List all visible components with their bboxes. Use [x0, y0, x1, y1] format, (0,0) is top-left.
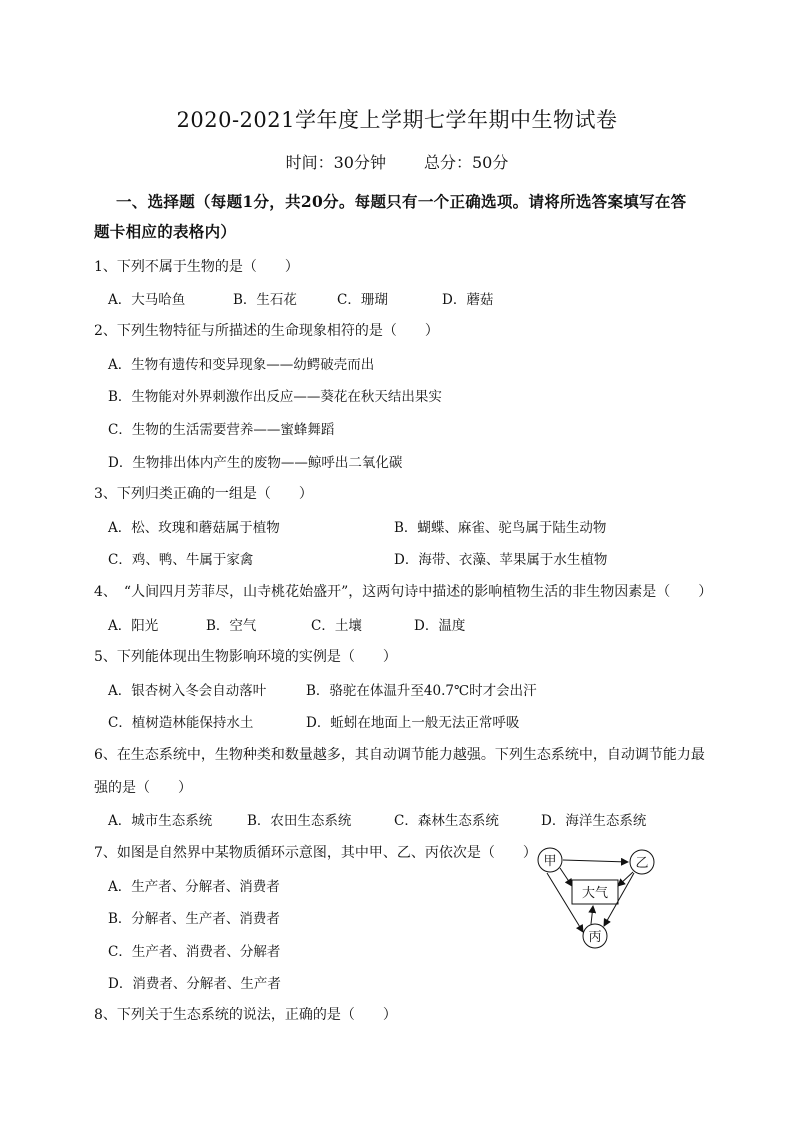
question-3-stem: 3、下列归类正确的一组是（ ） [94, 486, 313, 502]
label-bing: 丙 [588, 930, 602, 945]
q2-option-a: A．生物有遗传和变异现象——幼鳄破壳而出 [108, 357, 375, 373]
q7-option-c: C．生产者、消费者、分解者 [108, 944, 281, 960]
label-jia: 甲 [543, 854, 557, 869]
q6-option-b: B．农田生态系统 [247, 813, 352, 829]
arrow-yi-to-bing [604, 873, 634, 926]
arrow-jia-to-yi [563, 860, 628, 862]
exam-total-score: 总分：50分 [424, 153, 509, 172]
q7-option-b: B．分解者、生产者、消费者 [108, 911, 280, 927]
question-6-stem: 6、在生态系统中，生物种类和数量越多，其自动调节能力越强。下列生态系统中，自动调节能力最 [94, 747, 705, 763]
q2-option-d: D．生物排出体内产生的废物——鲸呼出二氧化碳 [108, 455, 403, 471]
question-6-stem-cont: 强的是（ ） [94, 780, 192, 796]
q5-option-d: D．蚯蚓在地面上一般无法正常呼吸 [306, 715, 520, 731]
question-4-stem: 4、 “人间四月芳菲尽，山寺桃花始盛开”，这两句诗中描述的影响植物生活的非生物因素是（ ） [94, 584, 713, 600]
page-title: 2020-2021学年度上学期七学年期中生物试卷 [176, 108, 618, 132]
q1-option-a: A．大马哈鱼 [108, 292, 186, 308]
q7-option-d: D．消费者、分解者、生产者 [108, 976, 281, 992]
q5-option-b: B．骆驼在体温升至40.7℃时才会出汗 [306, 683, 537, 699]
question-8-stem: 8、下列关于生态系统的说法，正确的是（ ） [94, 1007, 397, 1023]
q4-option-b: B．空气 [206, 618, 257, 634]
arrow-bing-to-box [591, 906, 593, 924]
q7-option-a: A．生产者、分解者、消费者 [108, 879, 280, 895]
q6-option-d: D．海洋生态系统 [541, 813, 647, 829]
q3-option-b: B．蝴蝶、麻雀、驼鸟属于陆生动物 [394, 520, 607, 536]
q2-option-c: C．生物的生活需要营养——蜜蜂舞蹈 [108, 422, 335, 438]
section-heading-cont: 题卡相应的表格内） [94, 222, 237, 241]
q4-option-d: D．温度 [414, 618, 466, 634]
q5-option-a: A．银杏树入冬会自动落叶 [108, 683, 267, 699]
q4-option-a: A．阳光 [108, 618, 159, 634]
question-7-stem: 7、如图是自然界中某物质循环示意图，其中甲、乙、丙依次是（ ） [94, 845, 537, 861]
label-atmosphere: 大气 [581, 886, 609, 901]
q3-option-c: C．鸡、鸭、牛属于家禽 [108, 552, 254, 568]
q2-option-b: B．生物能对外界刺激作出反应——葵花在秋天结出果实 [108, 389, 442, 405]
q1-option-b: B．生石花 [233, 292, 297, 308]
exam-info [0, 150, 794, 173]
arrow-jia-to-bing [547, 873, 583, 932]
q3-option-d: D．海带、衣藻、苹果属于水生植物 [394, 552, 608, 568]
question-1-stem: 1、下列不属于生物的是（ ） [94, 259, 299, 275]
q3-option-a: A．松、玫瑰和蘑菇属于植物 [108, 520, 280, 536]
q6-option-c: C．森林生态系统 [394, 813, 499, 829]
arrow-jia-to-box [560, 868, 572, 886]
q4-option-c: C．土壤 [311, 618, 362, 634]
q6-option-a: A．城市生态系统 [108, 813, 213, 829]
q5-option-c: C．植树造林能保持水土 [108, 715, 254, 731]
label-yi: 乙 [635, 856, 649, 871]
q1-option-c: C．珊瑚 [337, 292, 388, 308]
exam-time: 时间：30分钟 [285, 153, 386, 172]
question-5-stem: 5、下列能体现出生物影响环境的实例是（ ） [94, 649, 397, 665]
q1-option-d: D．蘑菇 [442, 292, 494, 308]
material-cycle-diagram [530, 840, 670, 955]
section-heading: 一、选择题（每题1分，共20分。每题只有一个正确选项。请将所选答案填写在答 [116, 192, 687, 211]
question-2-stem: 2、下列生物特征与所描述的生命现象相符的是（ ） [94, 323, 439, 339]
